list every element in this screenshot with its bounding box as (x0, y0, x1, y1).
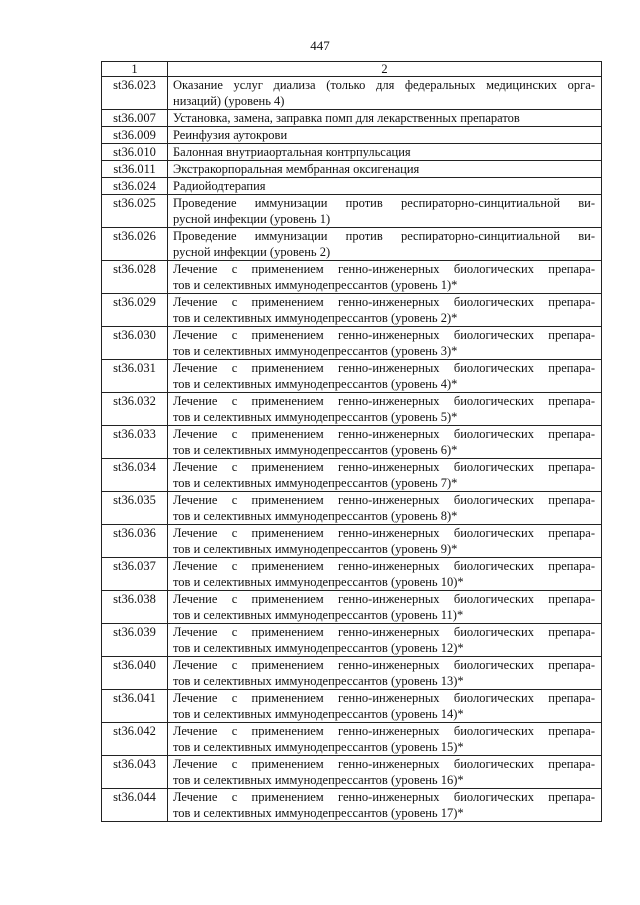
row-name (168, 77, 602, 110)
table-row (102, 360, 602, 393)
row-name-line: Установка, замена, заправка помп для лекарственных препаратов (173, 111, 520, 125)
row-name-line: тов и селективных иммунодепрессантов (уровень 8)* (173, 509, 458, 523)
row-name-line: Лечение с применением генно-инженерных биологических препара- (173, 592, 595, 606)
row-code: st36.026 (102, 228, 168, 261)
row-name-line: русной инфекции (уровень 2) (173, 245, 331, 259)
row-name (168, 393, 602, 426)
row-code: st36.041 (102, 690, 168, 723)
table-row (102, 195, 602, 228)
row-name-line: Лечение с применением генно-инженерных биологических препара- (173, 691, 595, 705)
row-name (168, 195, 602, 228)
services-table (101, 61, 602, 822)
row-name (168, 591, 602, 624)
row-name (168, 127, 602, 144)
row-name-line: Лечение с применением генно-инженерных биологических препара- (173, 460, 595, 474)
row-code: st36.038 (102, 591, 168, 624)
row-name-line: Радиойодтерапия (173, 179, 266, 193)
table-row (102, 723, 602, 756)
table-row (102, 657, 602, 690)
row-name (168, 327, 602, 360)
row-name-line: русной инфекции (уровень 1) (173, 212, 331, 226)
table-row (102, 77, 602, 110)
row-code: st36.036 (102, 525, 168, 558)
table-body (102, 77, 602, 822)
row-name-line: тов и селективных иммунодепрессантов (уровень 2)* (173, 311, 458, 325)
row-name-line: Лечение с применением генно-инженерных биологических препара- (173, 658, 595, 672)
row-name (168, 657, 602, 690)
row-code: st36.035 (102, 492, 168, 525)
row-name (168, 228, 602, 261)
row-name-line: тов и селективных иммунодепрессантов (уровень 16)* (173, 773, 464, 787)
row-name-line: тов и селективных иммунодепрессантов (уровень 7)* (173, 476, 458, 490)
table-row (102, 492, 602, 525)
row-name (168, 144, 602, 161)
row-name (168, 492, 602, 525)
column-header-name: 2 (168, 62, 602, 77)
row-name (168, 294, 602, 327)
table-row (102, 327, 602, 360)
row-code: st36.010 (102, 144, 168, 161)
row-name-line: тов и селективных иммунодепрессантов (уровень 14)* (173, 707, 464, 721)
row-name-line: тов и селективных иммунодепрессантов (уровень 15)* (173, 740, 464, 754)
table-row (102, 426, 602, 459)
row-name-line: тов и селективных иммунодепрессантов (уровень 17)* (173, 806, 464, 820)
row-code: st36.040 (102, 657, 168, 690)
row-name-line: тов и селективных иммунодепрессантов (уровень 11)* (173, 608, 464, 622)
row-code: st36.029 (102, 294, 168, 327)
table-row (102, 144, 602, 161)
table-row (102, 393, 602, 426)
table-row (102, 591, 602, 624)
row-name (168, 161, 602, 178)
row-name (168, 360, 602, 393)
table-row (102, 228, 602, 261)
row-code: st36.007 (102, 110, 168, 127)
row-name-line: Лечение с применением генно-инженерных биологических препара- (173, 427, 595, 441)
row-name-line: Проведение иммунизации против респираторно-синцитиальной ви- (173, 229, 595, 243)
row-name-line: Лечение с применением генно-инженерных биологических препара- (173, 526, 595, 540)
row-code: st36.044 (102, 789, 168, 822)
row-code: st36.031 (102, 360, 168, 393)
table-header-row (102, 62, 602, 77)
row-name-line: низаций) (уровень 4) (173, 94, 285, 108)
row-name-line: Балонная внутриаортальная контрпульсация (173, 145, 411, 159)
row-name (168, 261, 602, 294)
row-code: st36.023 (102, 77, 168, 110)
row-code: st36.032 (102, 393, 168, 426)
row-name-line: тов и селективных иммунодепрессантов (уровень 6)* (173, 443, 458, 457)
row-code: st36.009 (102, 127, 168, 144)
table-row (102, 756, 602, 789)
row-name (168, 690, 602, 723)
row-name-line: Лечение с применением генно-инженерных биологических препара- (173, 361, 595, 375)
row-name (168, 723, 602, 756)
row-code: st36.037 (102, 558, 168, 591)
row-name (168, 110, 602, 127)
row-name-line: Реинфузия аутокрови (173, 128, 288, 142)
table-row (102, 178, 602, 195)
row-name (168, 756, 602, 789)
row-name (168, 525, 602, 558)
row-name-line: тов и селективных иммунодепрессантов (уровень 4)* (173, 377, 458, 391)
row-name-line: тов и селективных иммунодепрессантов (уровень 1)* (173, 278, 458, 292)
row-name-line: Лечение с применением генно-инженерных биологических препара- (173, 262, 595, 276)
row-name-line: Лечение с применением генно-инженерных биологических препара- (173, 724, 595, 738)
row-code: st36.033 (102, 426, 168, 459)
table-row (102, 558, 602, 591)
row-name (168, 178, 602, 195)
row-name (168, 558, 602, 591)
row-code: st36.030 (102, 327, 168, 360)
table-row (102, 161, 602, 178)
table-row (102, 789, 602, 822)
row-name (168, 789, 602, 822)
row-code: st36.039 (102, 624, 168, 657)
table-row (102, 459, 602, 492)
table-row (102, 127, 602, 144)
row-code: st36.025 (102, 195, 168, 228)
row-name-line: Лечение с применением генно-инженерных биологических препара- (173, 295, 595, 309)
row-name-line: тов и селективных иммунодепрессантов (уровень 10)* (173, 575, 464, 589)
row-name-line: Лечение с применением генно-инженерных биологических препара- (173, 394, 595, 408)
row-name-line: Лечение с применением генно-инженерных биологических препара- (173, 790, 595, 804)
table-row (102, 294, 602, 327)
row-code: st36.043 (102, 756, 168, 789)
row-name (168, 624, 602, 657)
table-row (102, 110, 602, 127)
row-name-line: тов и селективных иммунодепрессантов (уровень 5)* (173, 410, 458, 424)
row-name-line: тов и селективных иммунодепрессантов (уровень 3)* (173, 344, 458, 358)
row-name-line: Лечение с применением генно-инженерных биологических препара- (173, 328, 595, 342)
table-row (102, 261, 602, 294)
row-name (168, 426, 602, 459)
row-name-line: Лечение с применением генно-инженерных биологических препара- (173, 625, 595, 639)
row-code: st36.024 (102, 178, 168, 195)
row-name-line: Лечение с применением генно-инженерных биологических препара- (173, 559, 595, 573)
row-code: st36.011 (102, 161, 168, 178)
row-name-line: тов и селективных иммунодепрессантов (уровень 9)* (173, 542, 458, 556)
row-name-line: Лечение с применением генно-инженерных биологических препара- (173, 757, 595, 771)
row-name-line: Экстракорпоральная мембранная оксигенация (173, 162, 420, 176)
row-name-line: Проведение иммунизации против респираторно-синцитиальной ви- (173, 196, 595, 210)
row-code: st36.028 (102, 261, 168, 294)
page-number: 447 (310, 38, 330, 53)
row-name (168, 459, 602, 492)
row-name-line: тов и селективных иммунодепрессантов (уровень 13)* (173, 674, 464, 688)
row-name-line: Лечение с применением генно-инженерных биологических препара- (173, 493, 595, 507)
table-row (102, 690, 602, 723)
row-name-line: Оказание услуг диализа (только для федеральных медицинских орга- (173, 78, 595, 92)
table-row (102, 525, 602, 558)
row-code: st36.042 (102, 723, 168, 756)
row-name-line: тов и селективных иммунодепрессантов (уровень 12)* (173, 641, 464, 655)
column-header-code: 1 (102, 62, 168, 77)
table-row (102, 624, 602, 657)
row-code: st36.034 (102, 459, 168, 492)
